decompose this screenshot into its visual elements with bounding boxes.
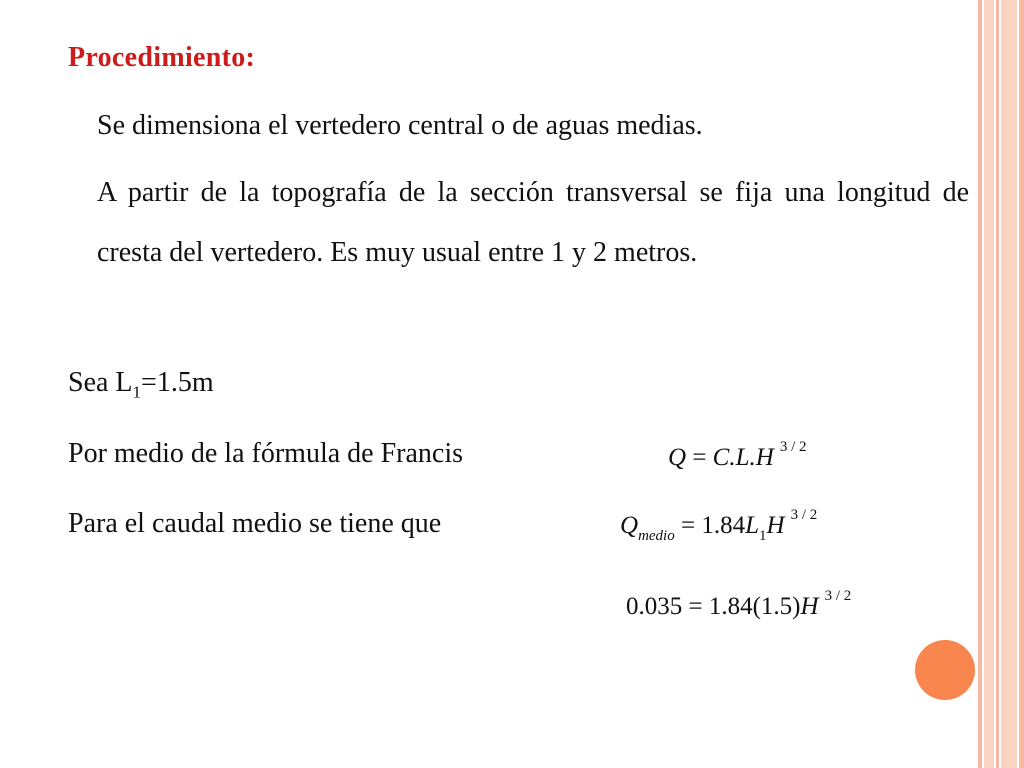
eq3-var: H [800,593,819,620]
eq2-coef: 1.84 [701,512,746,539]
eq1-lhs: Q [668,444,687,471]
eq2-op: = [674,512,702,539]
eq3-expr: 1.84(1.5) [708,593,801,620]
sea-suffix: =1.5m [141,367,214,398]
eq2-var2: H [766,512,785,539]
francis-text: Por medio de la fórmula de Francis [68,438,464,469]
eq1-exponent: 3 / 2 [779,439,807,455]
sea-subscript: 1 [132,382,142,402]
right-edge-stripes [978,0,1024,768]
caudal-medio-formula [620,507,818,544]
eq2-lhs-sub: medio [638,528,675,544]
caudal-text: Para el caudal medio se tiene que [68,508,442,539]
decorative-circle [915,640,975,700]
slide-title: Procedimiento: [68,42,256,73]
sea-prefix: Sea L [68,367,133,398]
paragraph-topografia: A partir de la topografía de la sección transversal se fija una longitud de cresta del vertedero. Es muy usual entre 1 y 2 metros. [97,177,969,268]
francis-formula [668,439,807,472]
eq2-var-sub: 1 [759,528,767,544]
eq3-op: = [682,593,709,620]
sea-l1-line [68,367,214,403]
eq3-value: 0.035 [626,593,683,620]
paragraph-dimensiona: Se dimensiona el vertedero central o de aguas medias. [97,110,703,141]
eq2-exponent: 3 / 2 [790,507,818,523]
eq2-lhs: Q [620,512,639,539]
eq2-var: L [745,512,759,539]
numeric-formula [626,588,852,621]
eq1-op: = [686,444,713,471]
eq3-exponent: 3 / 2 [824,588,852,604]
eq1-rhs: C.L.H [712,444,774,471]
